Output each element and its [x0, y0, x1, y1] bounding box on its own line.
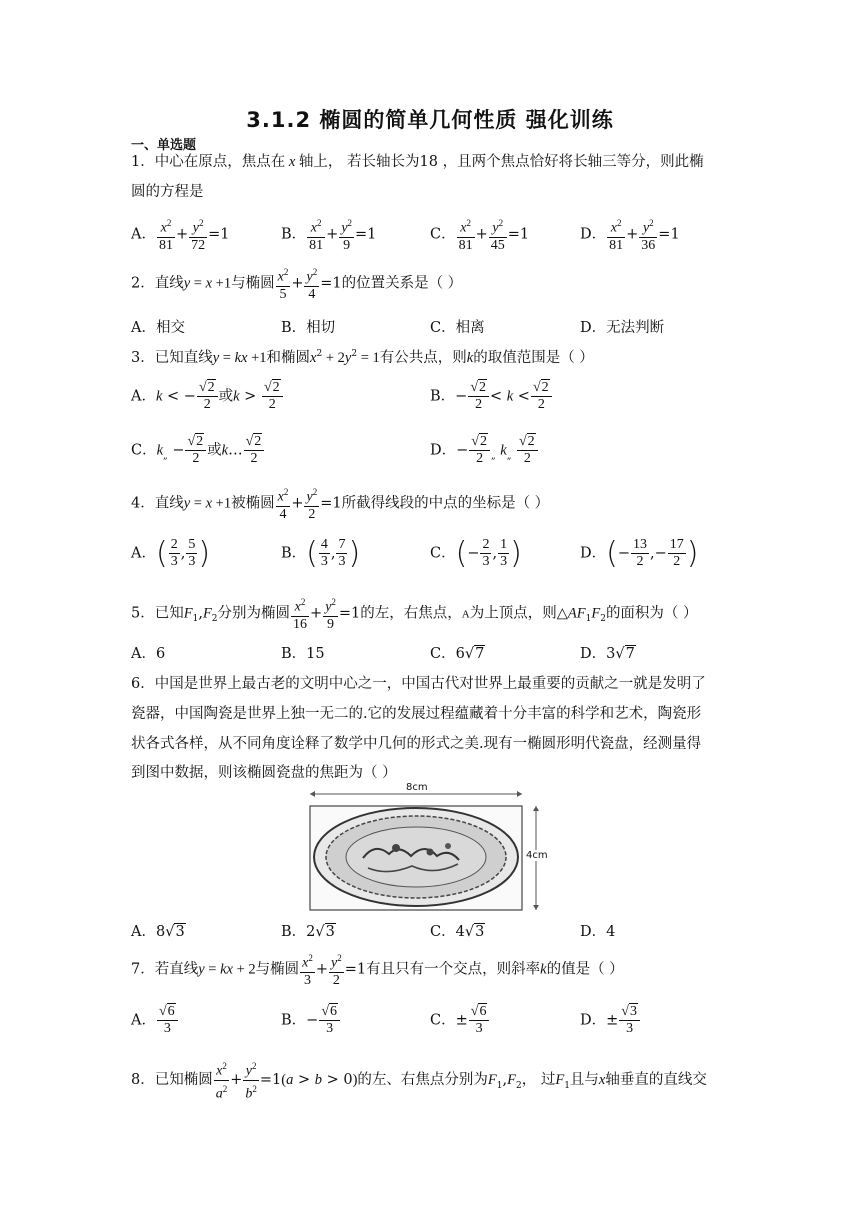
q2-option-c[interactable]: C．相离: [430, 320, 485, 336]
question-6-line-4: 到图中数据，则该椭圆瓷盘的焦距为（ ）: [131, 765, 397, 781]
width-label: 8cm: [406, 782, 428, 793]
question-5-line-1: 5．已知$F_1,F_2$分别为椭圆 $\frac{x^2}{16}$ + $\frac{y^2}{9}$ =1的左，右焦点，A为上顶点，则$\triangle AF_1F_2$的面积为（ ）: [131, 594, 698, 633]
question-4-line-1: 4．直线y = x +1被椭圆 $\frac{x^2}{4}$ + $\frac{y^2}{2}$ =1所截得线段的中点的坐标是（ ）: [131, 484, 549, 523]
q2-option-a[interactable]: A．相交: [131, 320, 185, 336]
q1-option-b[interactable]: B． $\frac{x^2}{81}$ + $\frac{y^2}{9}$ =1: [281, 215, 376, 254]
question-8-line-1: 8．已知椭圆 $\frac{x^2}{a^2}$ + $\frac{y^2}{b^2}$ =1(a > b > 0)的左、右焦点分别为$F_1,F_2$， 过$F_1$且与x轴垂直的直线交: [131, 1058, 707, 1102]
page-title: 3.1.2 椭圆的简单几何性质 强化训练: [246, 108, 614, 132]
plate-diagram: [308, 788, 546, 914]
q7-option-a[interactable]: A． $\frac{√6}{3}$: [131, 1004, 179, 1037]
q1-option-d[interactable]: D． $\frac{x^2}{81}$ + $\frac{y^2}{36}$ =1: [580, 215, 680, 254]
q3-option-c[interactable]: C．$k_„$ − $\frac{√2}{2}$ 或k… $\frac{√2}{2}$: [131, 434, 265, 467]
q5-option-b[interactable]: B．15: [281, 646, 325, 662]
question-6-line-1: 6．中国是世界上最古老的文明中心之一，中国古代对世界上最重要的贡献之一就是发明了: [131, 676, 706, 692]
q6-option-b[interactable]: B．2√3: [281, 924, 335, 940]
q2-option-b[interactable]: B．相切: [281, 320, 336, 336]
question-2-line-1: 2．直线y = x +1与椭圆 $\frac{x^2}{5}$ + $\frac{y^2}{4}$ =1的位置关系是（ ）: [131, 264, 462, 303]
section-heading: 一、单选题: [131, 138, 197, 153]
q6-option-c[interactable]: C．4√3: [430, 924, 485, 940]
q7-option-d[interactable]: D．± $\frac{√3}{3}$: [580, 1004, 641, 1037]
q7-option-b[interactable]: B．− $\frac{√6}{3}$: [281, 1004, 341, 1037]
q5-option-c[interactable]: C．6√7: [430, 646, 485, 662]
q3-option-a[interactable]: A．k < − $\frac{√2}{2}$ 或k > $\frac{√2}{2}$: [131, 380, 284, 413]
question-1-line-2: 圆的方程是: [131, 184, 204, 200]
porcelain-plate-figure: [308, 782, 548, 914]
q3-option-d[interactable]: D．− $\frac{√2}{2}$ $_„$ $k_„$ $\frac{√2}{2}$: [430, 434, 539, 467]
q4-option-d[interactable]: D．(− $\frac{13}{2}$ ,− $\frac{17}{2}$ ): [580, 536, 699, 571]
q4-option-c[interactable]: C．(− $\frac{2}{3}$ , $\frac{1}{3}$ ): [430, 536, 522, 571]
q4-option-a[interactable]: A．( $\frac{2}{3}$ , $\frac{5}{3}$ ): [131, 536, 211, 571]
q6-option-d[interactable]: D．4: [580, 924, 616, 940]
q3-option-b[interactable]: B．− $\frac{√2}{2}$ < k < $\frac{√2}{2}$: [430, 380, 553, 413]
q1-option-c[interactable]: C． $\frac{x^2}{81}$ + $\frac{y^2}{45}$ =1: [430, 215, 529, 254]
question-1-line-1: 1．中心在原点，焦点在 x 轴上， 若长轴长为18 ，且两个焦点恰好将长轴三等分，则此椭: [131, 154, 704, 170]
height-label: 4cm: [526, 850, 548, 861]
question-7-line-1: 7．若直线y = kx + 2与椭圆 $\frac{x^2}{3}$ + $\frac{y^2}{2}$ =1有且只有一个交点，则斜率k的值是（ ）: [131, 950, 624, 989]
q5-option-d[interactable]: D．3√7: [580, 646, 635, 662]
q2-option-d[interactable]: D．无法判断: [580, 320, 665, 336]
question-6-line-3: 状各式各样，从不同角度诠释了数学中几何的形式之美.现有一椭圆形明代瓷盘，经测量得: [131, 736, 702, 752]
q6-option-a[interactable]: A．8√3: [131, 924, 185, 940]
q7-option-c[interactable]: C．± $\frac{√6}{3}$: [430, 1004, 490, 1037]
question-6-line-2: 瓷器，中国陶瓷是世界上独一无二的.它的发展过程蕴藏着十分丰富的科学和艺术，陶瓷形: [131, 706, 702, 722]
q4-option-b[interactable]: B．( $\frac{4}{3}$ , $\frac{7}{3}$ ): [281, 536, 361, 571]
q1-option-a[interactable]: A． $\frac{x^2}{81}$ + $\frac{y^2}{72}$ =1: [131, 215, 230, 254]
question-3-line-1: 3．已知直线y = kx +1和椭圆$x^2 + 2y^2 = 1$有公共点，则k的取值范围是（ ）: [131, 349, 594, 366]
q5-option-a[interactable]: A．6: [131, 646, 166, 662]
